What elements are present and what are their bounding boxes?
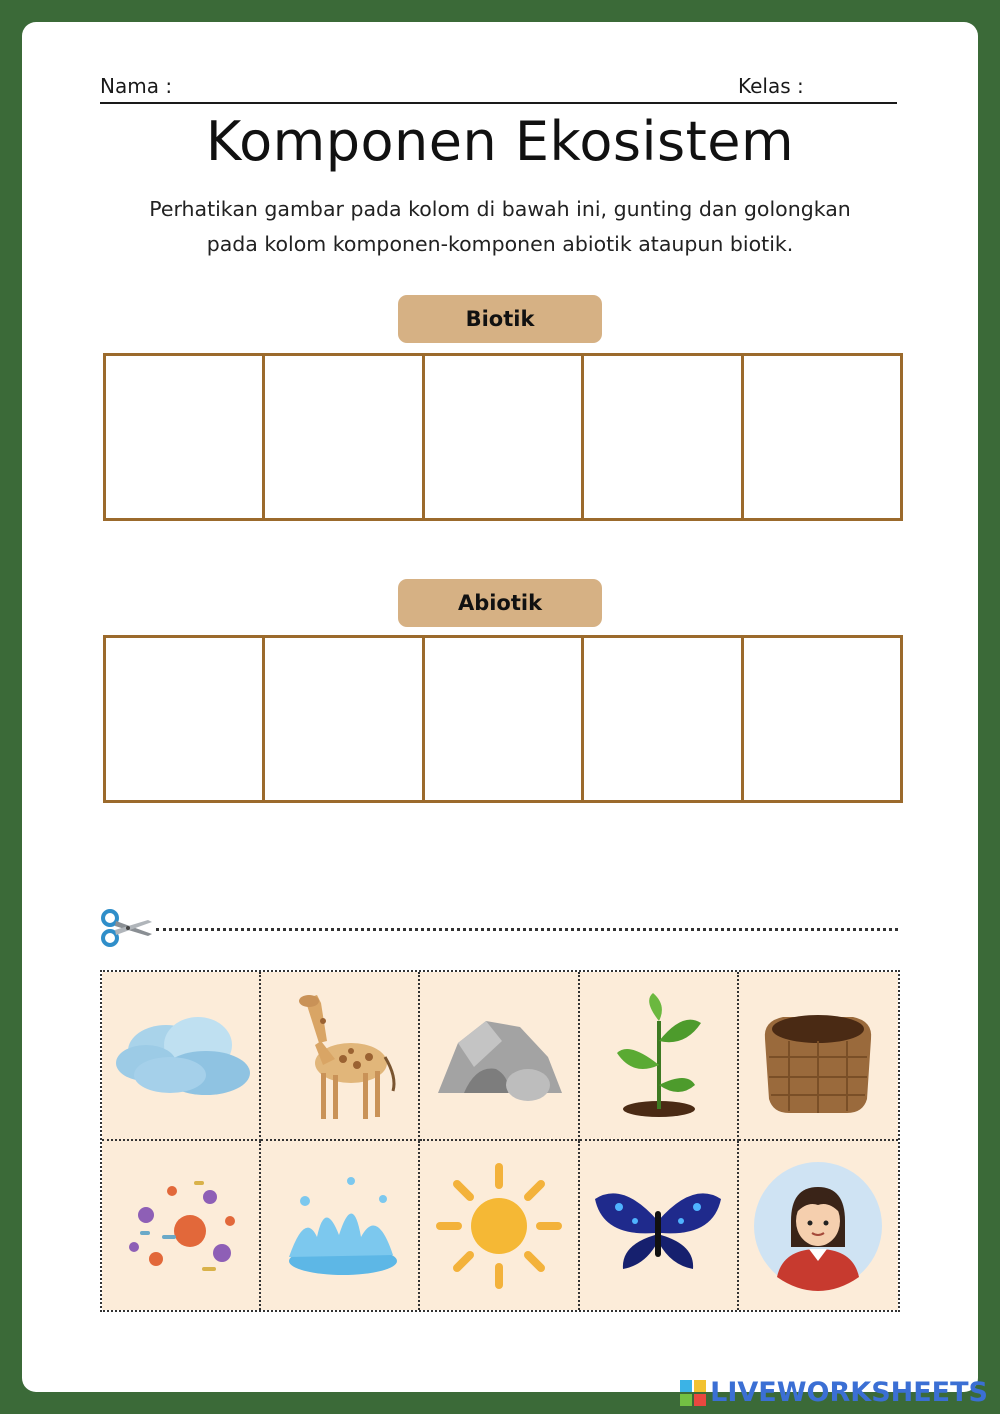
biotik-drop-slot[interactable] bbox=[265, 356, 424, 518]
card-microbes[interactable] bbox=[102, 1141, 261, 1310]
instructions-line-2: pada kolom komponen-komponen abiotik ataupun biotik. bbox=[206, 232, 794, 256]
card-plant[interactable] bbox=[580, 972, 739, 1141]
card-cloud[interactable] bbox=[102, 972, 261, 1141]
card-water[interactable] bbox=[261, 1141, 420, 1310]
giraffe-icon bbox=[265, 981, 415, 1131]
card-butterfly[interactable] bbox=[580, 1141, 739, 1310]
biotik-label: Biotik bbox=[398, 295, 602, 343]
liveworksheets-brand bbox=[680, 1377, 988, 1408]
biotik-drop-grid bbox=[103, 353, 903, 521]
cutout-cards-grid bbox=[100, 970, 900, 1312]
abiotik-drop-slot[interactable] bbox=[106, 638, 265, 800]
instructions bbox=[102, 192, 898, 262]
soil-sack-icon bbox=[743, 981, 893, 1131]
abiotik-label: Abiotik bbox=[398, 579, 602, 627]
abiotik-drop-grid bbox=[103, 635, 903, 803]
name-class-line bbox=[100, 74, 897, 104]
nama-label: Nama : bbox=[100, 74, 173, 98]
abiotik-drop-slot[interactable] bbox=[265, 638, 424, 800]
biotik-drop-slot[interactable] bbox=[425, 356, 584, 518]
abiotik-drop-slot[interactable] bbox=[584, 638, 743, 800]
card-soil[interactable] bbox=[739, 972, 898, 1141]
microbes-icon bbox=[106, 1151, 256, 1301]
abiotik-drop-slot[interactable] bbox=[425, 638, 584, 800]
worksheet-page bbox=[22, 22, 978, 1392]
card-giraffe[interactable] bbox=[261, 972, 420, 1141]
butterfly-icon bbox=[583, 1151, 733, 1301]
biotik-drop-slot[interactable] bbox=[106, 356, 265, 518]
page-title: Komponen Ekosistem bbox=[205, 110, 795, 173]
cloud-icon bbox=[106, 981, 256, 1131]
instructions-line-1: Perhatikan gambar pada kolom di bawah ini, gunting dan golongkan bbox=[149, 197, 851, 221]
cut-line bbox=[98, 908, 898, 942]
water-splash-icon bbox=[265, 1151, 415, 1301]
kelas-label: Kelas : bbox=[738, 74, 804, 98]
scissors-icon bbox=[98, 908, 156, 948]
card-sun[interactable] bbox=[420, 1141, 579, 1310]
liveworksheets-brand-text: LIVEWORKSHEETS bbox=[710, 1377, 988, 1408]
dotted-cut-guide bbox=[156, 928, 898, 931]
abiotik-drop-slot[interactable] bbox=[744, 638, 900, 800]
card-rock[interactable] bbox=[420, 972, 579, 1141]
sun-icon bbox=[424, 1151, 574, 1301]
card-person[interactable] bbox=[739, 1141, 898, 1310]
biotik-drop-slot[interactable] bbox=[584, 356, 743, 518]
rock-icon bbox=[424, 981, 574, 1131]
person-avatar-icon bbox=[743, 1151, 893, 1301]
liveworksheets-logo-icon bbox=[680, 1380, 706, 1406]
plant-sprout-icon bbox=[583, 981, 733, 1131]
biotik-drop-slot[interactable] bbox=[744, 356, 900, 518]
